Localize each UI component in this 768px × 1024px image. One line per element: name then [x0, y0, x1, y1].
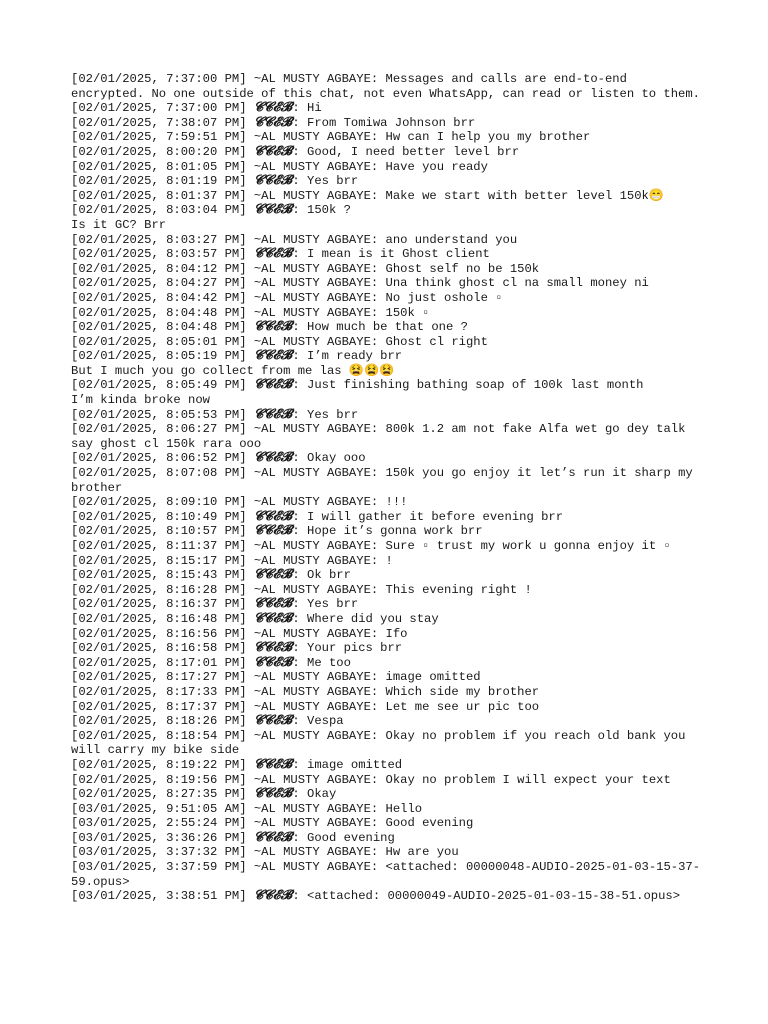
chat-message: [02/01/2025, 8:16:56 PM] ~AL MUSTY AGBAYE: Ifo [71, 626, 408, 641]
message-timestamp: [02/01/2025, 8:10:57 PM] [71, 524, 247, 539]
chat-message: [02/01/2025, 8:07:08 PM] ~AL MUSTY AGBAYE: 150k you go enjoy it let’s run it sharp my brother [71, 466, 701, 495]
chat-message: [03/01/2025, 3:37:32 PM] ~AL MUSTY AGBAYE: Hw are you [71, 845, 459, 860]
message-sender: 𝓒𝓒𝓔𝓑 [253, 173, 293, 189]
chat-message: [02/01/2025, 8:15:17 PM] ~AL MUSTY AGBAYE: ! [71, 553, 393, 568]
chat-message: [03/01/2025, 2:55:24 PM] ~AL MUSTY AGBAYE: Good evening [71, 816, 474, 831]
message-sender: ~AL MUSTY AGBAYE [253, 582, 371, 597]
message-sender: ~AL MUSTY AGBAYE [253, 422, 371, 437]
message-timestamp: [02/01/2025, 8:19:56 PM] [71, 772, 247, 787]
chat-message: [03/01/2025, 9:51:05 AM] ~AL MUSTY AGBAYE: Hello [71, 801, 423, 816]
message-timestamp: [03/01/2025, 3:38:51 PM] [71, 889, 247, 904]
message-timestamp: [02/01/2025, 8:04:48 PM] [71, 305, 247, 320]
message-sender: 𝓒𝓒𝓔𝓑 [253, 377, 293, 393]
chat-message: [02/01/2025, 8:16:37 PM] 𝓒𝓒𝓔𝓑: Yes brr [71, 596, 359, 612]
message-timestamp: [03/01/2025, 3:37:59 PM] [71, 860, 247, 875]
message-timestamp: [02/01/2025, 8:04:12 PM] [71, 261, 247, 276]
message-timestamp: [02/01/2025, 8:15:43 PM] [71, 568, 247, 583]
chat-message: [03/01/2025, 3:37:59 PM] ~AL MUSTY AGBAYE: <attached: 00000048-AUDIO-2025-01-03-15-37-59.opus> [71, 860, 701, 889]
message-sender: ~AL MUSTY AGBAYE [253, 159, 371, 174]
chat-message: [02/01/2025, 8:05:19 PM] 𝓒𝓒𝓔𝓑: I’m ready brr But I much you go collect from me las 😫😫😫 [71, 348, 403, 378]
message-text: image omitted [307, 757, 403, 772]
chat-message: [02/01/2025, 8:03:27 PM] ~AL MUSTY AGBAYE: ano understand you [71, 232, 518, 247]
message-sender: ~AL MUSTY AGBAYE [253, 772, 371, 787]
message-timestamp: [02/01/2025, 8:04:27 PM] [71, 276, 247, 291]
message-text: Okay [307, 787, 337, 802]
message-text: Hope it’s gonna work brr [307, 524, 483, 539]
message-timestamp: [02/01/2025, 8:00:20 PM] [71, 144, 247, 159]
chat-message: [02/01/2025, 8:06:27 PM] ~AL MUSTY AGBAYE: 800k 1.2 am not fake Alfa wet go dey talk say ghost cl 150k rara ooo [71, 422, 693, 451]
message-timestamp: [02/01/2025, 8:11:37 PM] [71, 539, 247, 553]
message-text: Yes brr [307, 407, 359, 422]
message-sender: ~AL MUSTY AGBAYE [253, 334, 371, 349]
message-text: No just oshole ▫ [385, 290, 503, 305]
chat-message: [02/01/2025, 8:17:37 PM] ~AL MUSTY AGBAYE: Let me see ur pic too [71, 699, 540, 714]
chat-message: [02/01/2025, 8:04:42 PM] ~AL MUSTY AGBAYE: No just oshole ▫ [71, 290, 503, 305]
message-sender: 𝓒𝓒𝓔𝓑 [253, 143, 293, 159]
message-sender: ~AL MUSTY AGBAYE [253, 188, 371, 203]
message-timestamp: [02/01/2025, 8:04:42 PM] [71, 290, 247, 305]
chat-message: [02/01/2025, 8:00:20 PM] 𝓒𝓒𝓔𝓑: Good, I need better level brr [71, 143, 520, 159]
message-timestamp: [02/01/2025, 8:03:57 PM] [71, 247, 247, 262]
message-timestamp: [02/01/2025, 8:17:37 PM] [71, 699, 247, 714]
message-sender: ~AL MUSTY AGBAYE [253, 130, 371, 145]
message-timestamp: [02/01/2025, 8:05:49 PM] [71, 378, 247, 393]
message-sender: 𝓒𝓒𝓔𝓑 [253, 114, 293, 130]
chat-message: [02/01/2025, 8:05:49 PM] 𝓒𝓒𝓔𝓑: Just finishing bathing soap of 100k last month I’m kinda broke now [71, 377, 644, 408]
message-sender: 𝓒𝓒𝓔𝓑 [253, 786, 293, 802]
message-timestamp: [02/01/2025, 8:16:56 PM] [71, 626, 247, 641]
message-timestamp: [02/01/2025, 8:04:48 PM] [71, 320, 247, 335]
message-text: Messages and calls are end-to-end encrypted. No one outside of this chat, not even WhatsApp, can read or listen to them. [71, 72, 700, 101]
chat-message: [02/01/2025, 8:10:57 PM] 𝓒𝓒𝓔𝓑: Hope it’s gonna work brr [71, 523, 483, 539]
message-text: Have you ready [385, 159, 488, 174]
message-timestamp: [02/01/2025, 8:16:58 PM] [71, 641, 247, 656]
message-sender: 𝓒𝓒𝓔𝓑 [253, 829, 293, 845]
message-timestamp: [02/01/2025, 8:06:52 PM] [71, 451, 247, 466]
message-timestamp: [02/01/2025, 8:05:19 PM] [71, 349, 247, 364]
chat-message: [02/01/2025, 8:04:48 PM] 𝓒𝓒𝓔𝓑: How much be that one ? [71, 319, 468, 335]
message-sender: ~AL MUSTY AGBAYE [253, 845, 371, 860]
message-timestamp: [02/01/2025, 8:10:49 PM] [71, 509, 247, 524]
chat-message: [03/01/2025, 3:38:51 PM] 𝓒𝓒𝓔𝓑: <attached: 00000049-AUDIO-2025-01-03-15-38-51.opus> [71, 888, 681, 904]
message-timestamp: [02/01/2025, 7:37:00 PM] [71, 72, 247, 86]
message-sender: 𝓒𝓒𝓔𝓑 [253, 888, 293, 904]
message-timestamp: [02/01/2025, 8:01:19 PM] [71, 174, 247, 189]
message-sender: 𝓒𝓒𝓔𝓑 [253, 713, 293, 729]
message-sender: ~AL MUSTY AGBAYE [253, 495, 371, 510]
message-text: ! [385, 553, 393, 568]
message-text: image omitted [385, 670, 481, 685]
message-timestamp: [02/01/2025, 8:17:27 PM] [71, 670, 247, 685]
message-sender: ~AL MUSTY AGBAYE [253, 305, 371, 320]
message-text: Good evening [385, 816, 474, 831]
message-text: 150k ▫ [385, 305, 430, 320]
message-text: Ghost cl right [385, 334, 488, 349]
message-sender: ~AL MUSTY AGBAYE [253, 72, 371, 86]
message-text: <attached: 00000049-AUDIO-2025-01-03-15-38-51.opus> [307, 889, 681, 904]
chat-message: [02/01/2025, 7:59:51 PM] ~AL MUSTY AGBAYE: Hw can I help you my brother [71, 130, 591, 145]
message-sender: ~AL MUSTY AGBAYE [253, 261, 371, 276]
message-timestamp: [02/01/2025, 8:19:22 PM] [71, 757, 247, 772]
chat-message: [02/01/2025, 8:17:01 PM] 𝓒𝓒𝓔𝓑: Me too [71, 654, 351, 670]
message-sender: ~AL MUSTY AGBAYE [253, 670, 371, 685]
message-text: I mean is it Ghost client [307, 247, 490, 262]
message-timestamp: [02/01/2025, 8:17:33 PM] [71, 684, 247, 699]
message-timestamp: [02/01/2025, 8:09:10 PM] [71, 495, 247, 510]
message-timestamp: [02/01/2025, 7:38:07 PM] [71, 115, 247, 130]
message-sender: ~AL MUSTY AGBAYE [253, 626, 371, 641]
message-timestamp: [02/01/2025, 7:37:00 PM] [71, 101, 247, 116]
message-text: From Tomiwa Johnson brr [307, 115, 476, 130]
message-text: <attached: 00000048-AUDIO-2025-01-03-15-37-59.opus> [71, 860, 701, 889]
message-text: Una think ghost cl na small money ni [385, 276, 649, 291]
message-text: Okay no problem I will expect your text [385, 772, 671, 787]
chat-message: [02/01/2025, 8:18:26 PM] 𝓒𝓒𝓔𝓑: Vespa [71, 713, 344, 729]
message-text: Which side my brother [385, 684, 540, 699]
message-sender: ~AL MUSTY AGBAYE [253, 816, 371, 831]
message-timestamp: [02/01/2025, 8:06:27 PM] [71, 422, 247, 437]
message-text: 150k ? Is it GC? Brr [71, 203, 351, 232]
message-text: Ghost self no be 150k [385, 261, 540, 276]
message-sender: ~AL MUSTY AGBAYE [253, 699, 371, 714]
message-text: ano understand you [385, 232, 518, 247]
message-text: 150k you go enjoy it let’s run it sharp my brother [71, 466, 701, 495]
message-timestamp: [02/01/2025, 8:18:54 PM] [71, 728, 247, 743]
message-sender: 𝓒𝓒𝓔𝓑 [253, 508, 293, 524]
message-text: Okay no problem if you reach old bank you will carry my bike side [71, 728, 693, 758]
message-timestamp: [02/01/2025, 8:27:35 PM] [71, 787, 247, 802]
message-sender: ~AL MUSTY AGBAYE [253, 539, 371, 553]
message-timestamp: [02/01/2025, 8:05:01 PM] [71, 334, 247, 349]
chat-message: [02/01/2025, 8:16:28 PM] ~AL MUSTY AGBAYE: This evening right ! [71, 582, 532, 597]
chat-message: [02/01/2025, 8:03:04 PM] 𝓒𝓒𝓔𝓑: 150k ? Is it GC? Brr [71, 202, 351, 232]
message-timestamp: [02/01/2025, 8:03:27 PM] [71, 232, 247, 247]
message-text: I will gather it before evening brr [307, 509, 564, 524]
chat-message: [02/01/2025, 8:09:10 PM] ~AL MUSTY AGBAYE: !!! [71, 495, 408, 510]
chat-message: [02/01/2025, 8:04:48 PM] ~AL MUSTY AGBAYE: 150k ▫ [71, 305, 430, 320]
message-sender: 𝓒𝓒𝓔𝓑 [253, 596, 293, 612]
message-text: Good, I need better level brr [307, 144, 520, 159]
message-timestamp: [02/01/2025, 8:16:37 PM] [71, 597, 247, 612]
chat-message: [02/01/2025, 8:19:56 PM] ~AL MUSTY AGBAYE: Okay no problem I will expect your text [71, 772, 671, 787]
message-text: Yes brr [307, 174, 359, 189]
chat-message: [02/01/2025, 8:04:12 PM] ~AL MUSTY AGBAYE: Ghost self no be 150k [71, 261, 540, 276]
message-timestamp: [02/01/2025, 8:07:08 PM] [71, 466, 247, 481]
chat-message: [02/01/2025, 8:04:27 PM] ~AL MUSTY AGBAYE: Una think ghost cl na small money ni [71, 276, 649, 291]
message-sender: 𝓒𝓒𝓔𝓑 [253, 654, 293, 670]
message-text: Me too [307, 655, 351, 670]
message-text: Vespa [307, 714, 344, 729]
chat-message: [02/01/2025, 8:01:19 PM] 𝓒𝓒𝓔𝓑: Yes brr [71, 173, 359, 189]
message-text: Good evening [307, 830, 395, 845]
message-sender: 𝓒𝓒𝓔𝓑 [253, 246, 293, 262]
message-text: How much be that one ? [307, 320, 468, 335]
message-sender: 𝓒𝓒𝓔𝓑 [253, 450, 293, 466]
chat-message: [02/01/2025, 8:01:05 PM] ~AL MUSTY AGBAYE: Have you ready [71, 159, 488, 174]
message-sender: ~AL MUSTY AGBAYE [253, 860, 371, 875]
message-sender: 𝓒𝓒𝓔𝓑 [253, 100, 293, 116]
message-text: This evening right ! [385, 582, 532, 597]
chat-message: [02/01/2025, 8:11:37 PM] ~AL MUSTY AGBAYE: Sure ▫ trust my work u gonna enjoy it ▫ [71, 539, 671, 553]
chat-message: [02/01/2025, 7:37:00 PM] 𝓒𝓒𝓔𝓑: Hi [71, 100, 322, 116]
chat-message: [02/01/2025, 8:05:53 PM] 𝓒𝓒𝓔𝓑: Yes brr [71, 406, 359, 422]
message-sender: 𝓒𝓒𝓔𝓑 [253, 523, 293, 539]
message-sender: 𝓒𝓒𝓔𝓑 [253, 640, 293, 656]
message-sender: ~AL MUSTY AGBAYE [253, 728, 371, 743]
message-text: Ifo [385, 626, 408, 641]
message-timestamp: [02/01/2025, 8:17:01 PM] [71, 655, 247, 670]
message-sender: ~AL MUSTY AGBAYE [253, 553, 371, 568]
message-text: Make we start with better level 150k😁 [385, 188, 664, 203]
chat-message: [02/01/2025, 8:17:33 PM] ~AL MUSTY AGBAYE: Which side my brother [71, 684, 540, 699]
message-sender: ~AL MUSTY AGBAYE [253, 290, 371, 305]
message-text: Sure ▫ trust my work u gonna enjoy it ▫ [385, 539, 671, 553]
chat-message: [02/01/2025, 7:37:00 PM] ~AL MUSTY AGBAYE: Messages and calls are end-to-end encrypted. No one outside of this chat, not even WhatsApp, can read or listen to them. [71, 72, 700, 101]
message-timestamp: [02/01/2025, 8:15:17 PM] [71, 553, 247, 568]
message-sender: ~AL MUSTY AGBAYE [253, 466, 371, 481]
message-timestamp: [03/01/2025, 2:55:24 PM] [71, 816, 247, 831]
message-text: Okay ooo [307, 451, 366, 466]
message-text: Just finishing bathing soap of 100k last month I’m kinda broke now [71, 378, 644, 408]
chat-message: [02/01/2025, 8:16:48 PM] 𝓒𝓒𝓔𝓑: Where did you stay [71, 610, 439, 626]
chat-message: [02/01/2025, 8:05:01 PM] ~AL MUSTY AGBAYE: Ghost cl right [71, 334, 488, 349]
chat-message: [02/01/2025, 8:19:22 PM] 𝓒𝓒𝓔𝓑: image omitted [71, 756, 403, 772]
message-sender: ~AL MUSTY AGBAYE [253, 801, 371, 816]
chat-message: [02/01/2025, 8:01:37 PM] ~AL MUSTY AGBAYE: Make we start with better level 150k😁 [71, 188, 664, 203]
chat-message: [02/01/2025, 8:17:27 PM] ~AL MUSTY AGBAYE: image omitted [71, 670, 481, 685]
message-text: Hw are you [385, 845, 459, 860]
message-sender: 𝓒𝓒𝓔𝓑 [253, 348, 293, 364]
message-sender: 𝓒𝓒𝓔𝓑 [253, 756, 293, 772]
message-timestamp: [02/01/2025, 8:05:53 PM] [71, 407, 247, 422]
chat-message: [02/01/2025, 8:15:43 PM] 𝓒𝓒𝓔𝓑: Ok brr [71, 567, 351, 583]
chat-message: [02/01/2025, 8:06:52 PM] 𝓒𝓒𝓔𝓑: Okay ooo [71, 450, 366, 466]
message-sender: 𝓒𝓒𝓔𝓑 [253, 319, 293, 335]
message-timestamp: [03/01/2025, 9:51:05 AM] [71, 801, 247, 816]
message-timestamp: [02/01/2025, 8:16:28 PM] [71, 582, 247, 597]
message-text: Hw can I help you my brother [385, 130, 591, 145]
message-text: Where did you stay [307, 611, 439, 626]
message-text: !!! [385, 495, 408, 510]
message-text: Your pics brr [307, 641, 403, 656]
message-timestamp: [02/01/2025, 8:03:04 PM] [71, 203, 247, 218]
message-text: Let me see ur pic too [385, 699, 540, 714]
message-sender: ~AL MUSTY AGBAYE [253, 684, 371, 699]
message-timestamp: [02/01/2025, 8:18:26 PM] [71, 714, 247, 729]
chat-message: [02/01/2025, 8:10:49 PM] 𝓒𝓒𝓔𝓑: I will gather it before evening brr [71, 508, 564, 524]
message-text: 800k 1.2 am not fake Alfa wet go dey talk say ghost cl 150k rara ooo [71, 422, 693, 451]
message-timestamp: [02/01/2025, 8:16:48 PM] [71, 611, 247, 626]
message-timestamp: [02/01/2025, 7:59:51 PM] [71, 130, 247, 145]
message-timestamp: [03/01/2025, 3:37:32 PM] [71, 845, 247, 860]
message-sender: 𝓒𝓒𝓔𝓑 [253, 406, 293, 422]
message-text: Hello [385, 801, 423, 816]
message-text: I’m ready brr But I much you go collect from me las 😫😫😫 [71, 349, 403, 378]
message-sender: ~AL MUSTY AGBAYE [253, 276, 371, 291]
message-sender: 𝓒𝓒𝓔𝓑 [253, 610, 293, 626]
message-timestamp: [02/01/2025, 8:01:05 PM] [71, 159, 247, 174]
message-timestamp: [02/01/2025, 8:01:37 PM] [71, 188, 247, 203]
chat-message: [03/01/2025, 3:36:26 PM] 𝓒𝓒𝓔𝓑: Good evening [71, 829, 395, 845]
chat-message: [02/01/2025, 8:27:35 PM] 𝓒𝓒𝓔𝓑: Okay [71, 786, 337, 802]
message-text: Yes brr [307, 597, 359, 612]
message-sender: 𝓒𝓒𝓔𝓑 [253, 567, 293, 583]
message-text: Ok brr [307, 568, 351, 583]
chat-message: [02/01/2025, 7:38:07 PM] 𝓒𝓒𝓔𝓑: From Tomiwa Johnson brr [71, 114, 476, 130]
message-sender: ~AL MUSTY AGBAYE [253, 232, 371, 247]
message-sender: 𝓒𝓒𝓔𝓑 [253, 202, 293, 218]
chat-message: [02/01/2025, 8:18:54 PM] ~AL MUSTY AGBAYE: Okay no problem if you reach old bank you will carry my bike side [71, 728, 693, 758]
chat-transcript [71, 72, 703, 904]
message-timestamp: [03/01/2025, 3:36:26 PM] [71, 830, 247, 845]
chat-message: [02/01/2025, 8:03:57 PM] 𝓒𝓒𝓔𝓑: I mean is it Ghost client [71, 246, 490, 262]
message-text: Hi [307, 101, 322, 116]
chat-message: [02/01/2025, 8:16:58 PM] 𝓒𝓒𝓔𝓑: Your pics brr [71, 640, 403, 656]
